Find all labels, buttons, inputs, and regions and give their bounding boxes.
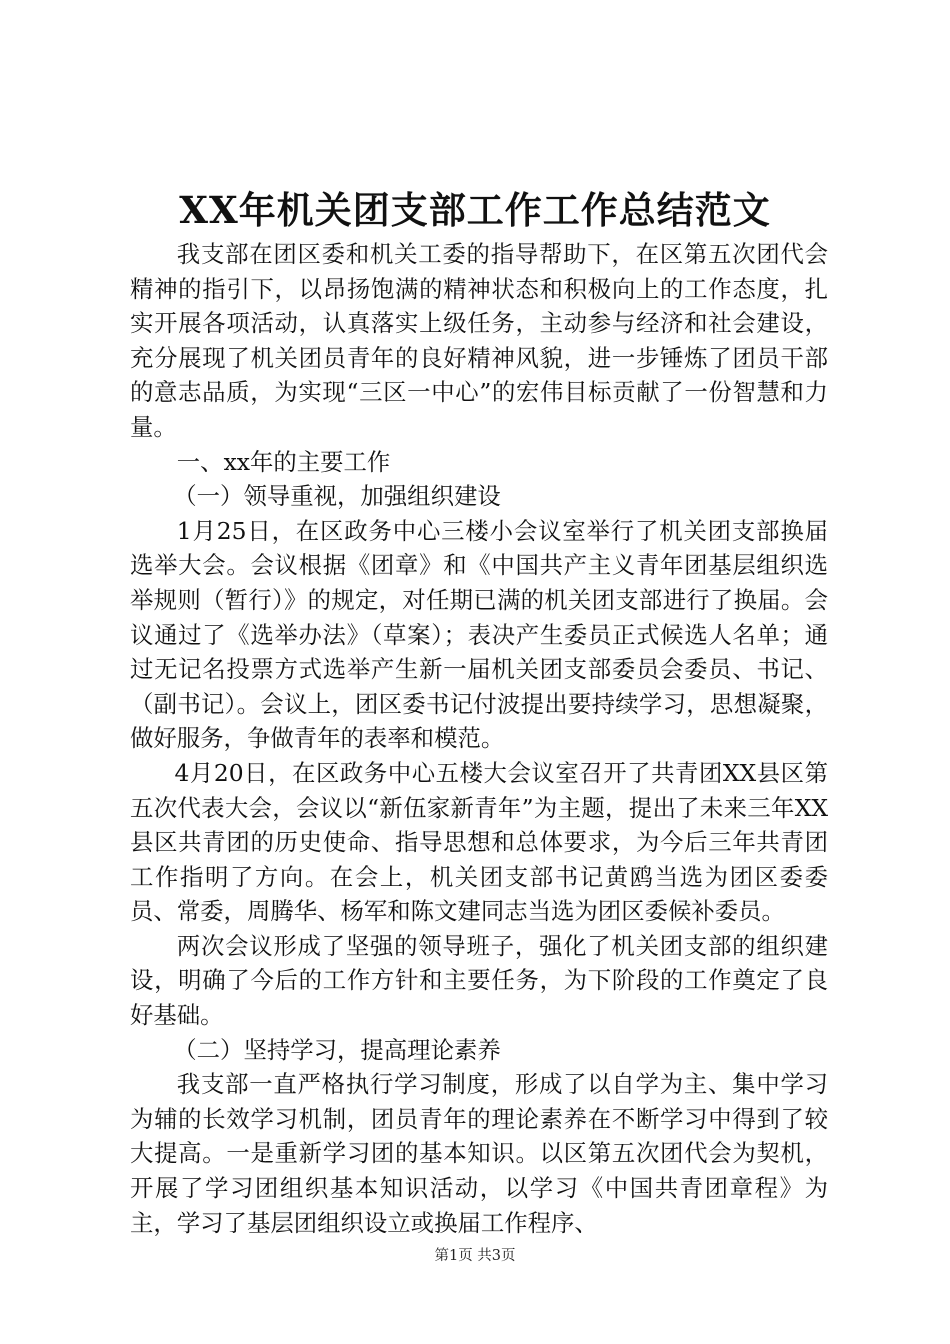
paragraph-intro: 我支部在团区委和机关工委的指导帮助下，在区第五次团代会精神的指引下，以昂扬饱满的精神状态和积极向上的工作态度，扎实开展各项活动，认真落实上级任务，主动参与经济和社会建设，充分展现了机关团员青年的良好精神风貌，进一步锤炼了团员干部的意志品质，为实现“三区一中心”的宏伟目标贡献了一份智慧和力量。: [130, 240, 828, 441]
paragraph-congress: 4月20日，在区政务中心五楼大会议室召开了共青团XX县区第五次代表大会，会议以“新伍家新青年”为主题，提出了未来三年XX县区共青团的历史使命、指导思想和总体要求，为今后三年共青团工作指明了方向。在会上，机关团支部书记黄鸥当选为团区委委员、常委，周腾华、杨军和陈文建同志当选为团区委候补委员。: [130, 758, 828, 926]
document-title: XX年机关团支部工作工作总结范文: [179, 188, 771, 232]
subsection-heading-organization: （一）领导重视，加强组织建设: [173, 482, 501, 511]
paragraph-summary: 两次会议形成了坚强的领导班子，强化了机关团支部的组织建设，明确了今后的工作方针和主要任务，为下阶段的工作奠定了良好基础。: [130, 931, 828, 1030]
section-heading-main-work: 一、xx年的主要工作: [176, 447, 391, 476]
document-body: [130, 237, 828, 1240]
paragraph-election-meeting: 1月25日，在区政务中心三楼小会议室举行了机关团支部换届选举大会。会议根据《团章》和《中国共产主义青年团基层组织选举规则（暂行）》的规定，对任期已满的机关团支部进行了换届。会议通过了《选举办法》（草案）；表决产生委员正式候选人名单；通过无记名投票方式选举产生新一届机关团支部委员会委员、书记、（副书记）。会议上，团区委书记付波提出要持续学习，思想凝聚，做好服务，争做青年的表率和模范。: [130, 516, 828, 753]
subsection-heading-study: （二）坚持学习，提高理论素养: [173, 1035, 501, 1064]
paragraph-study: 我支部一直严格执行学习制度，形成了以自学为主、集中学习为辅的长效学习机制，团员青年的理论素养在不断学习中得到了较大提高。一是重新学习团的基本知识。以区第五次团代会为契机，开展了学习团组织基本知识活动，以学习《中国共青团章程》为主，学习了基层团组织设立或换届工作程序、: [130, 1070, 828, 1237]
page-footer: 第1页 共3页: [434, 1248, 516, 1264]
